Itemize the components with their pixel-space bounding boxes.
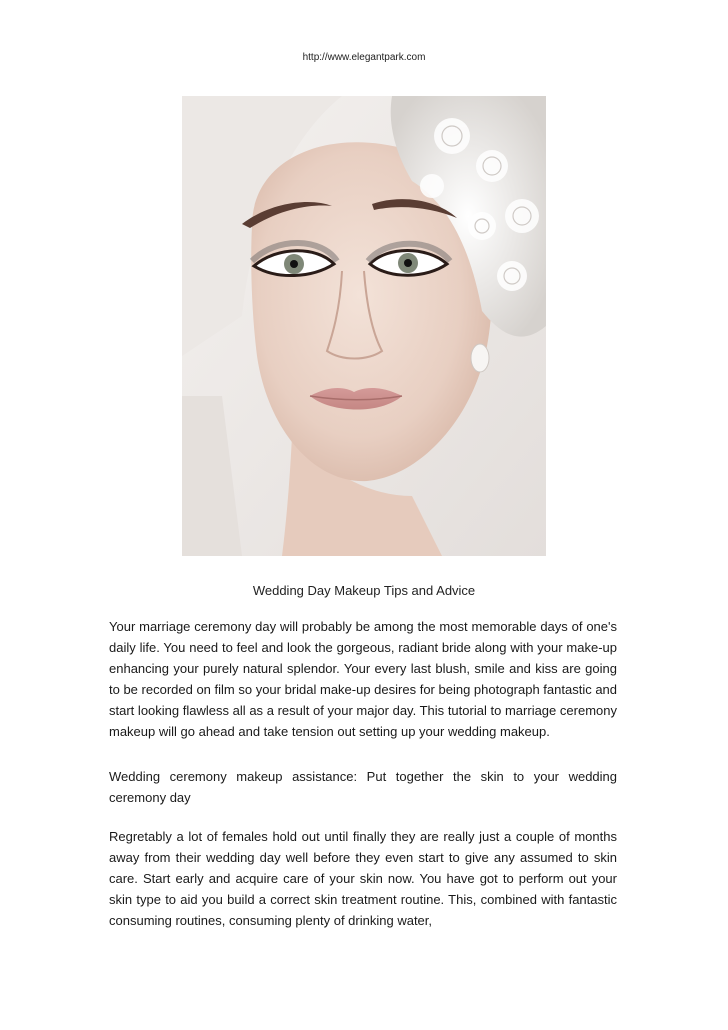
bride-portrait-photo	[182, 96, 546, 556]
paragraph-subheading: Wedding ceremony makeup assistance: Put together the skin to your wedding ceremony day	[109, 769, 617, 805]
paragraph-intro: Your marriage ceremony day will probably be among the most memorable days of one's daily life. You need to feel and look the gorgeous, radiant bride along with your make-up enhancing your purely natural splendor. Your every last blush, smile and kiss are going to be recorded on film so your bridal make-up desires for being photograph fantastic and start looking flawless all as a result of your major day. This tutorial to marriage ceremony makeup will go ahead and take tension out setting up your wedding makeup.	[109, 619, 618, 739]
header-url[interactable]: http://www.elegantpark.com	[302, 52, 426, 63]
article-title: Wedding Day Makeup Tips and Advice	[252, 583, 476, 598]
paragraph-skin-care: Regretably a lot of females hold out until finally they are really just a couple of months away from their wedding day well before they even start to give any assumed to skin care. Start early and acquire care of your skin now. You have got to perform out your skin type to aid you build a correct skin treatment routine. This, combined with fantastic consuming routines, consuming plenty of drinking water,	[109, 829, 617, 928]
